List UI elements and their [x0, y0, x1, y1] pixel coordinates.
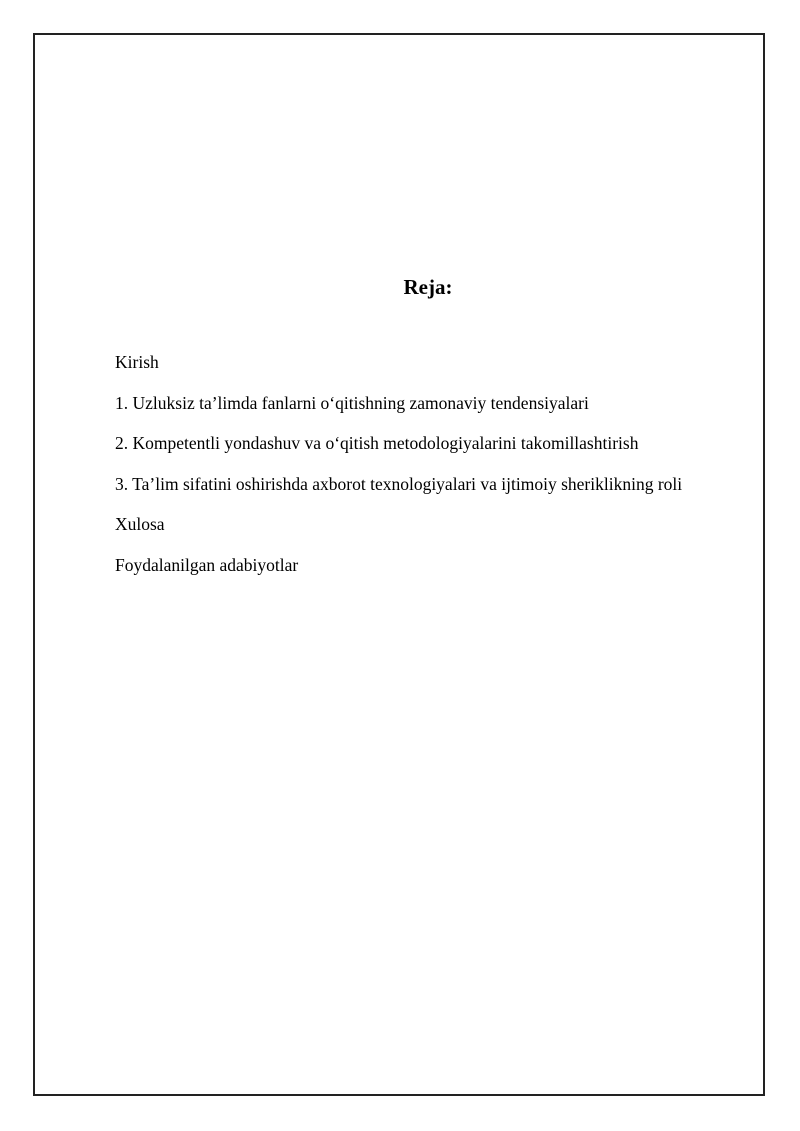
toc-item-chapter-2: 2. Kompetentli yondashuv va o‘qitish metodologiyalarini takomillashtirish — [115, 433, 639, 453]
toc-item-chapter-3: 3. Ta’lim sifatini oshirishda axborot texnologiyalari va ijtimoiy sheriklikning roli — [115, 473, 683, 494]
page-title: Reja: — [403, 275, 453, 299]
toc-item-conclusion: Xulosa — [115, 514, 165, 534]
table-of-contents — [115, 350, 755, 593]
toc-item-introduction: Kirish — [115, 352, 159, 372]
toc-item-chapter-1: 1. Uzluksiz ta’limda fanlarni o‘qitishning zamonaviy tendensiyalari — [115, 392, 589, 413]
toc-item-references: Foydalanilgan adabiyotlar — [115, 554, 299, 575]
